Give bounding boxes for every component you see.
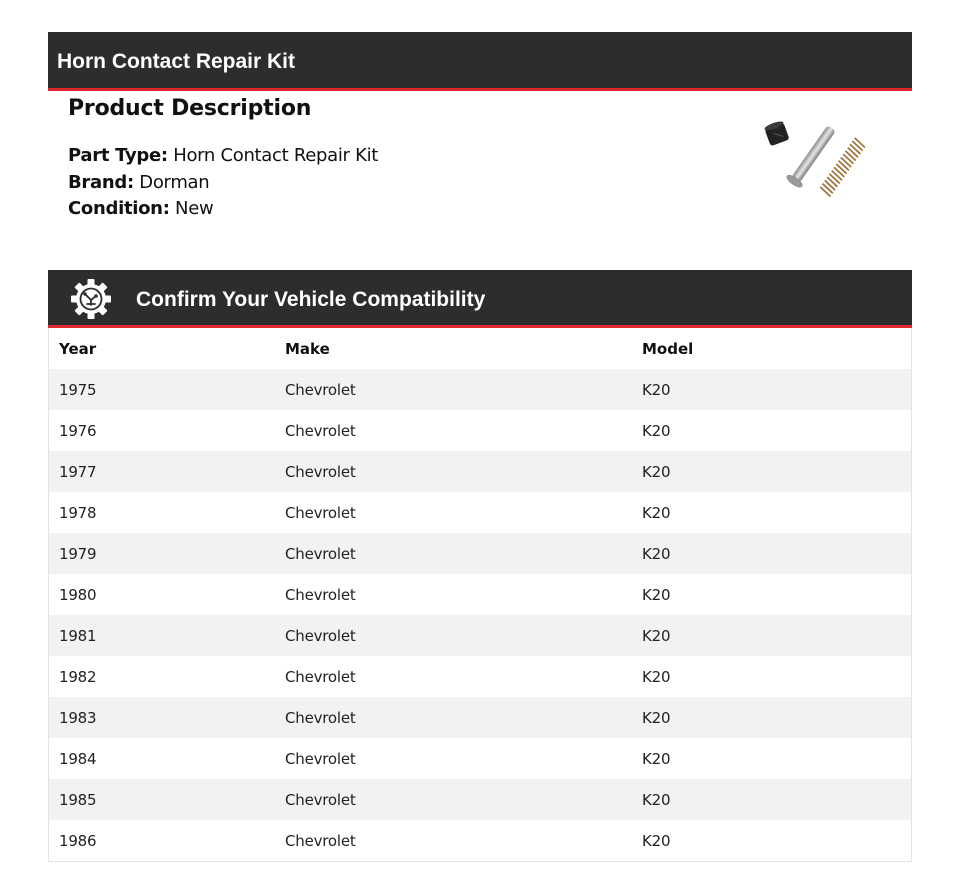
model-cell: K20	[642, 380, 671, 399]
make-cell: Chevrolet	[285, 462, 356, 481]
year-cell: 1982	[59, 667, 97, 686]
year-cell: 1983	[59, 708, 97, 727]
model-cell: K20	[642, 462, 671, 481]
table-row	[49, 492, 911, 533]
table-row	[49, 574, 911, 615]
make-cell: Chevrolet	[285, 503, 356, 522]
condition-value: New	[175, 198, 214, 219]
table-row	[49, 697, 911, 738]
condition-label: Condition:	[68, 198, 170, 219]
year-cell: 1978	[59, 503, 97, 522]
compatibility-heading: Confirm Your Vehicle Compatibility	[136, 288, 486, 311]
model-cell: K20	[642, 626, 671, 645]
gear-icon	[70, 278, 112, 320]
table-row	[49, 369, 911, 410]
year-cell: 1979	[59, 544, 97, 563]
brand-row	[68, 170, 748, 197]
brand-value: Dorman	[139, 171, 210, 193]
part-type-label: Part Type:	[68, 145, 168, 166]
year-cell: 1981	[59, 626, 97, 645]
condition-row	[68, 196, 748, 223]
model-cell: K20	[642, 749, 671, 768]
table-row	[49, 738, 911, 779]
year-cell: 1980	[59, 585, 97, 604]
year-cell: 1985	[59, 790, 97, 809]
brand-label: Brand:	[68, 171, 134, 193]
model-cell: K20	[642, 544, 671, 563]
make-cell: Chevrolet	[285, 544, 356, 563]
part-type-row	[68, 143, 748, 170]
compatibility-table	[48, 328, 912, 862]
table-row	[49, 533, 911, 574]
product-title-bar	[48, 32, 912, 91]
year-cell: 1984	[59, 749, 97, 768]
table-row	[49, 410, 911, 451]
year-cell: 1986	[59, 831, 97, 850]
model-cell: K20	[642, 708, 671, 727]
year-cell: 1976	[59, 421, 97, 440]
compatibility-header-bar	[48, 270, 912, 328]
product-image	[762, 118, 874, 208]
table-row	[49, 820, 911, 861]
make-cell: Chevrolet	[285, 667, 356, 686]
make-cell: Chevrolet	[285, 831, 356, 850]
year-cell: 1977	[59, 462, 97, 481]
make-cell: Chevrolet	[285, 626, 356, 645]
table-row	[49, 451, 911, 492]
model-cell: K20	[642, 585, 671, 604]
make-cell: Chevrolet	[285, 380, 356, 399]
description-heading: Product Description	[68, 96, 312, 121]
table-row	[49, 615, 911, 656]
column-make: Make	[285, 339, 330, 358]
model-cell: K20	[642, 831, 671, 850]
year-cell: 1975	[59, 380, 97, 399]
model-cell: K20	[642, 421, 671, 440]
model-cell: K20	[642, 667, 671, 686]
product-description	[68, 96, 748, 223]
make-cell: Chevrolet	[285, 585, 356, 604]
table-row	[49, 656, 911, 697]
column-year: Year	[59, 339, 97, 358]
make-cell: Chevrolet	[285, 708, 356, 727]
product-title: Horn Contact Repair Kit	[57, 50, 296, 73]
model-cell: K20	[642, 790, 671, 809]
table-row	[49, 779, 911, 820]
column-model: Model	[642, 339, 694, 358]
make-cell: Chevrolet	[285, 749, 356, 768]
table-header-row	[49, 328, 911, 369]
part-type-value: Horn Contact Repair Kit	[173, 145, 379, 166]
model-cell: K20	[642, 503, 671, 522]
make-cell: Chevrolet	[285, 421, 356, 440]
make-cell: Chevrolet	[285, 790, 356, 809]
